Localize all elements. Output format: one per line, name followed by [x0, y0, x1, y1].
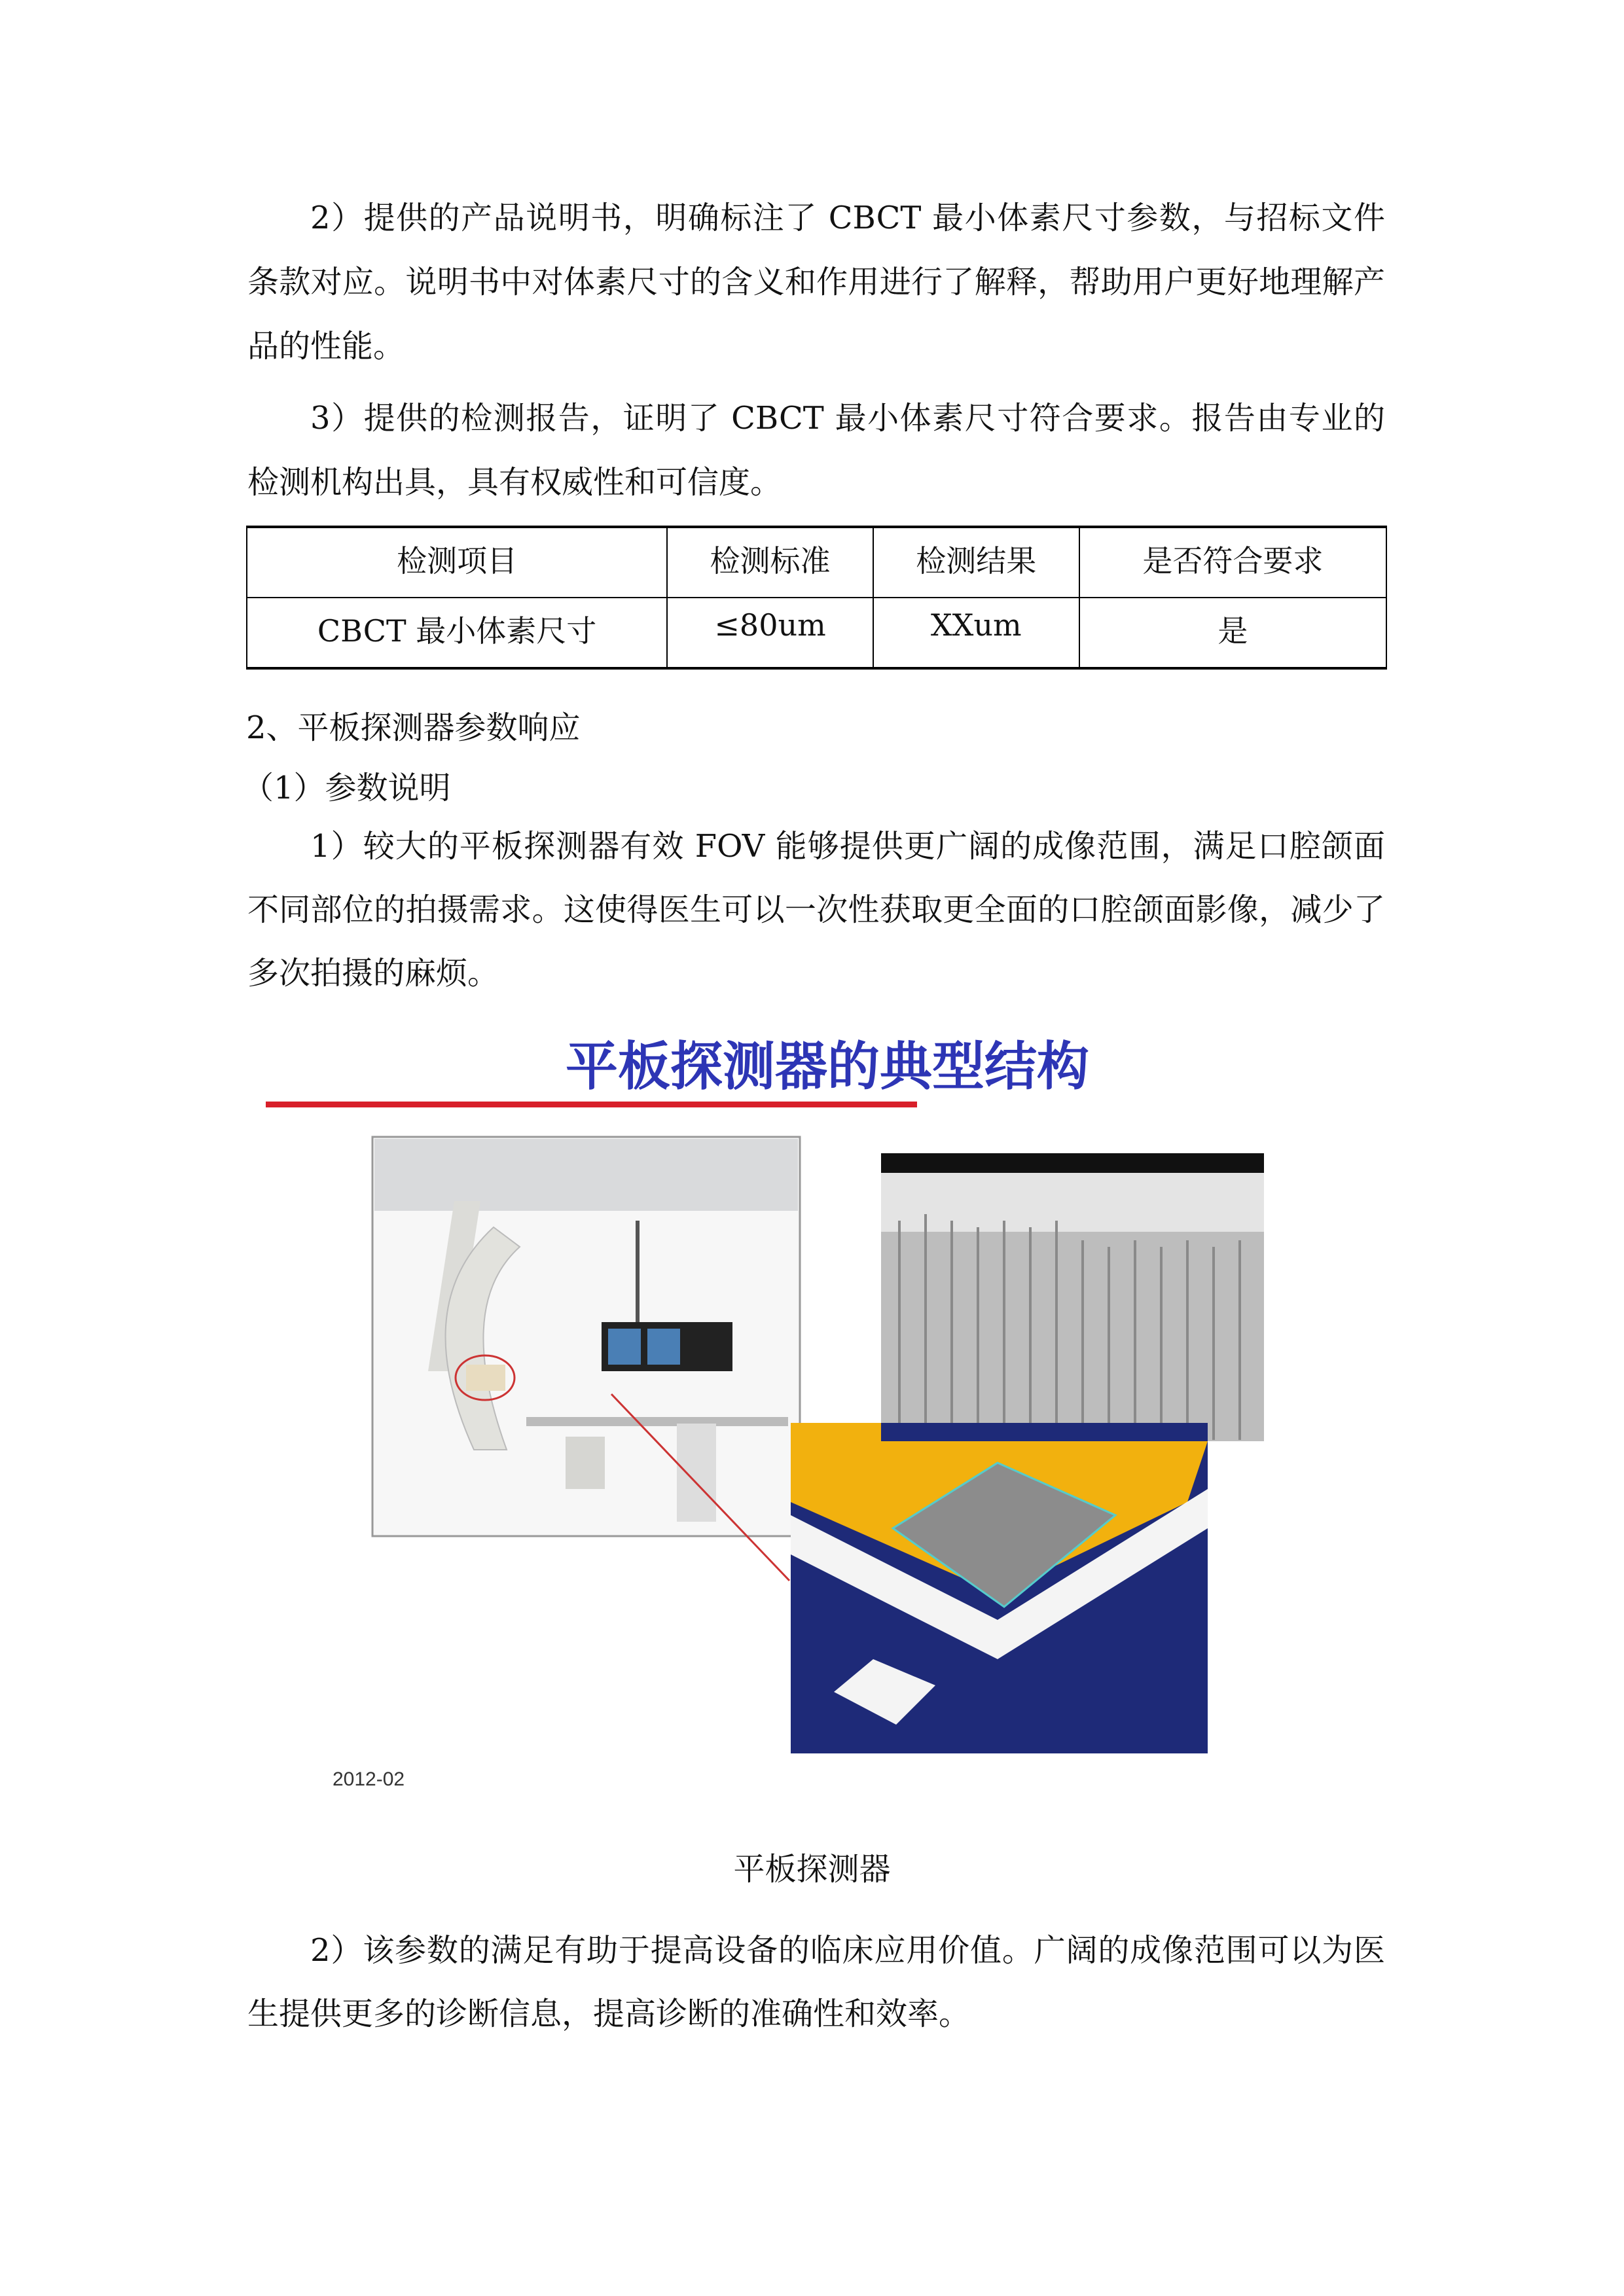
section-subheading: （1）参数说明 — [242, 770, 451, 806]
table-cell: XXum — [873, 598, 1079, 668]
table-header: 是否符合要求 — [1079, 527, 1386, 598]
table-header: 检测结果 — [873, 527, 1079, 598]
c-arm-photo — [372, 1137, 800, 1536]
sem-microscope-image — [881, 1153, 1264, 1441]
table-header: 检测项目 — [247, 527, 667, 598]
paragraph-clinical-value: 2）该参数的满足有助于提高设备的临床应用价值。广阔的成像范围可以为医生提供更多的诊断信息，提高诊断的准确性和效率。 — [247, 1932, 1385, 2032]
red-underline — [266, 1102, 917, 1107]
figure-title: 平板探测器的典型结构 — [566, 1036, 1089, 1097]
table-cell: CBCT 最小体素尺寸 — [247, 598, 667, 668]
paragraph-manual: 2）提供的产品说明书，明确标注了 CBCT 最小体素尺寸参数，与招标文件条款对应。说明书中对体素尺寸的含义和作用进行了解释，帮助用户更好地理解产品的性能。 — [247, 200, 1385, 365]
flat-panel-detector-figure — [258, 1031, 1279, 1816]
table-row — [247, 598, 1386, 668]
paragraph-report: 3）提供的检测报告，证明了 CBCT 最小体素尺寸符合要求。报告由专业的检测机构出具，具有权威性和可信度。 — [247, 400, 1385, 501]
section-heading: 2、平板探测器参数响应 — [246, 709, 581, 746]
table-header: 检测标准 — [667, 527, 873, 598]
table-header-row — [247, 527, 1386, 598]
figure-illustration — [258, 1031, 1279, 1816]
paragraph-fov: 1）较大的平板探测器有效 FOV 能够提供更广阔的成像范围，满足口腔颌面不同部位的拍摄需求。这使得医生可以一次性获取更全面的口腔颌面影像，减少了多次拍摄的麻烦。 — [247, 828, 1385, 992]
table-cell: 是 — [1079, 598, 1386, 668]
test-result-table — [246, 526, 1387, 670]
figure-date: 2012-02 — [333, 1768, 405, 1790]
figure-caption: 平板探测器 — [733, 1851, 891, 1888]
table-cell: ≤80um — [667, 598, 873, 668]
